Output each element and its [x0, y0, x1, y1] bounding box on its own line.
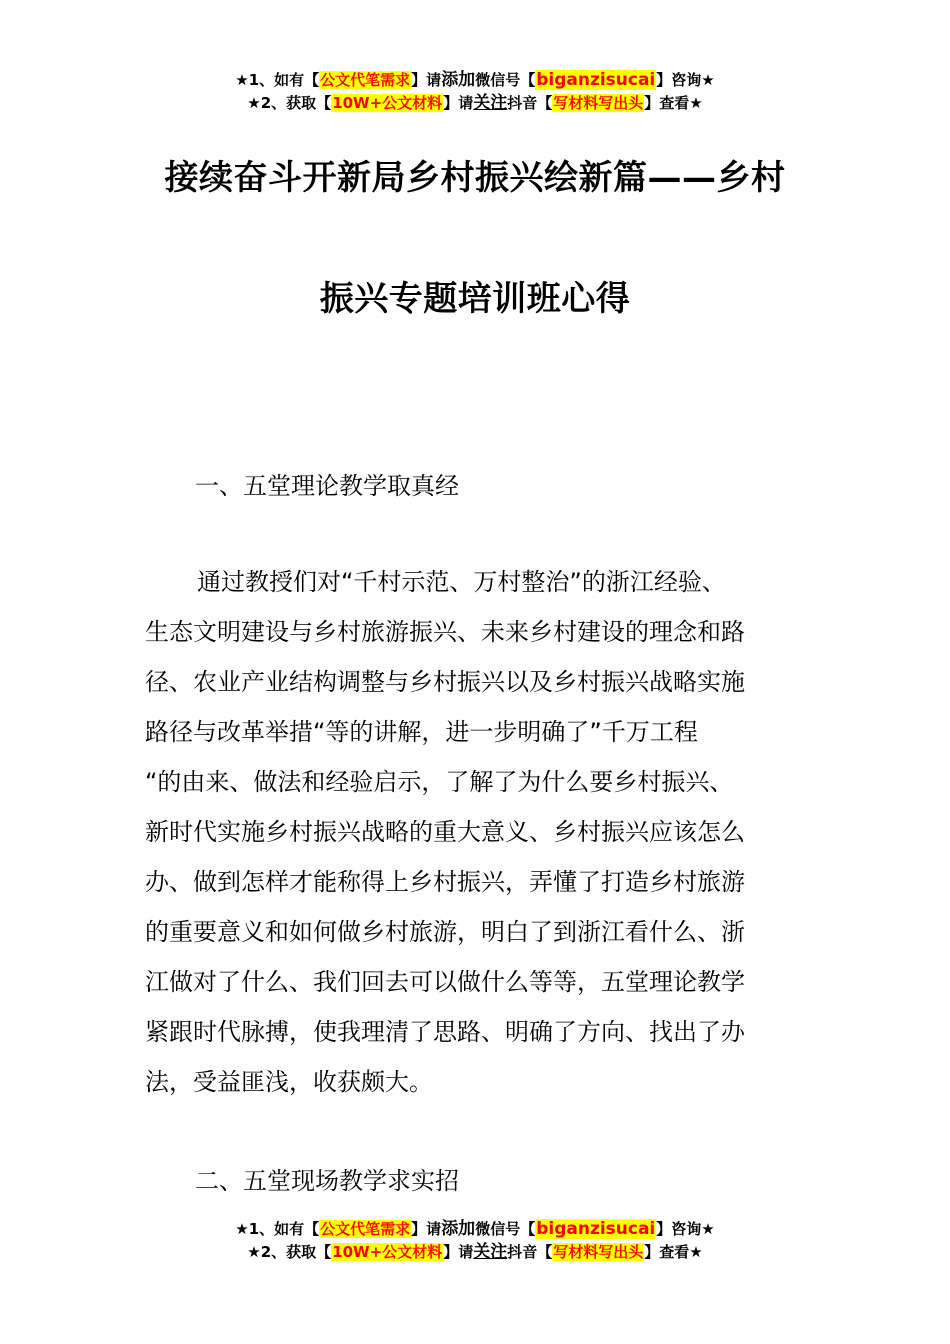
- highlight-service: 公文代笔需求: [320, 1220, 411, 1238]
- promo-line-1: ★1、如有【公文代笔需求】请添加微信号【biganzisucai】咨询★: [235, 1219, 715, 1239]
- document-title-line-2: 振兴专题培训班心得: [319, 279, 631, 319]
- paragraph-line: 通过教授们对“千村示范、万村整治”的浙江经验、: [197, 568, 726, 596]
- highlight-wechat-id: biganzisucai: [536, 1219, 656, 1239]
- paragraph-line: 江做对了什么、我们回去可以做什么等等，五堂理论教学: [145, 968, 745, 996]
- section-1-paragraph: [145, 557, 810, 1107]
- highlight-service: 公文代笔需求: [320, 71, 411, 89]
- section-heading-1: 一、五堂理论教学取真经: [195, 472, 459, 500]
- promo-banner-top: [0, 69, 950, 115]
- paragraph-line: 新时代实施乡村振兴战略的重大意义、乡村振兴应该怎么: [145, 818, 745, 846]
- paragraph-line: 办、做到怎样才能称得上乡村振兴，弄懂了打造乡村旅游: [145, 868, 745, 896]
- highlight-materials: 10W+公文材料: [332, 94, 443, 112]
- promo-banner-bottom: [0, 1218, 950, 1264]
- paragraph-line: 径、农业产业结构调整与乡村振兴以及乡村振兴战略实施: [145, 668, 745, 696]
- paragraph-line: 法，受益匪浅，收获颇大。: [145, 1068, 433, 1096]
- paragraph-line: 路径与改革举措“等的讲解，进一步明确了”千万工程: [145, 718, 698, 746]
- promo-line-1: ★1、如有【公文代笔需求】请添加微信号【biganzisucai】咨询★: [235, 70, 715, 90]
- highlight-douyin: 写材料写出头: [553, 94, 644, 112]
- promo-line-2: ★2、获取【10W+公文材料】请关注抖音【写材料写出头】查看★: [247, 93, 703, 113]
- highlight-douyin: 写材料写出头: [553, 1243, 644, 1261]
- paragraph-line: 的重要意义和如何做乡村旅游，明白了到浙江看什么、浙: [145, 918, 745, 946]
- highlight-wechat-id: biganzisucai: [536, 70, 656, 90]
- paragraph-line: 紧跟时代脉搏，使我理清了思路、明确了方向、找出了办: [145, 1018, 745, 1046]
- section-heading-2: 二、五堂现场教学求实招: [195, 1167, 459, 1195]
- document-title-line-1: 接续奋斗开新局乡村振兴绘新篇——乡村: [164, 158, 786, 198]
- promo-line-2: ★2、获取【10W+公文材料】请关注抖音【写材料写出头】查看★: [247, 1242, 703, 1262]
- paragraph-line: “的由来、做法和经验启示，了解了为什么要乡村振兴、: [145, 768, 734, 796]
- highlight-materials: 10W+公文材料: [332, 1243, 443, 1261]
- paragraph-line: 生态文明建设与乡村旅游振兴、未来乡村建设的理念和路: [145, 618, 745, 646]
